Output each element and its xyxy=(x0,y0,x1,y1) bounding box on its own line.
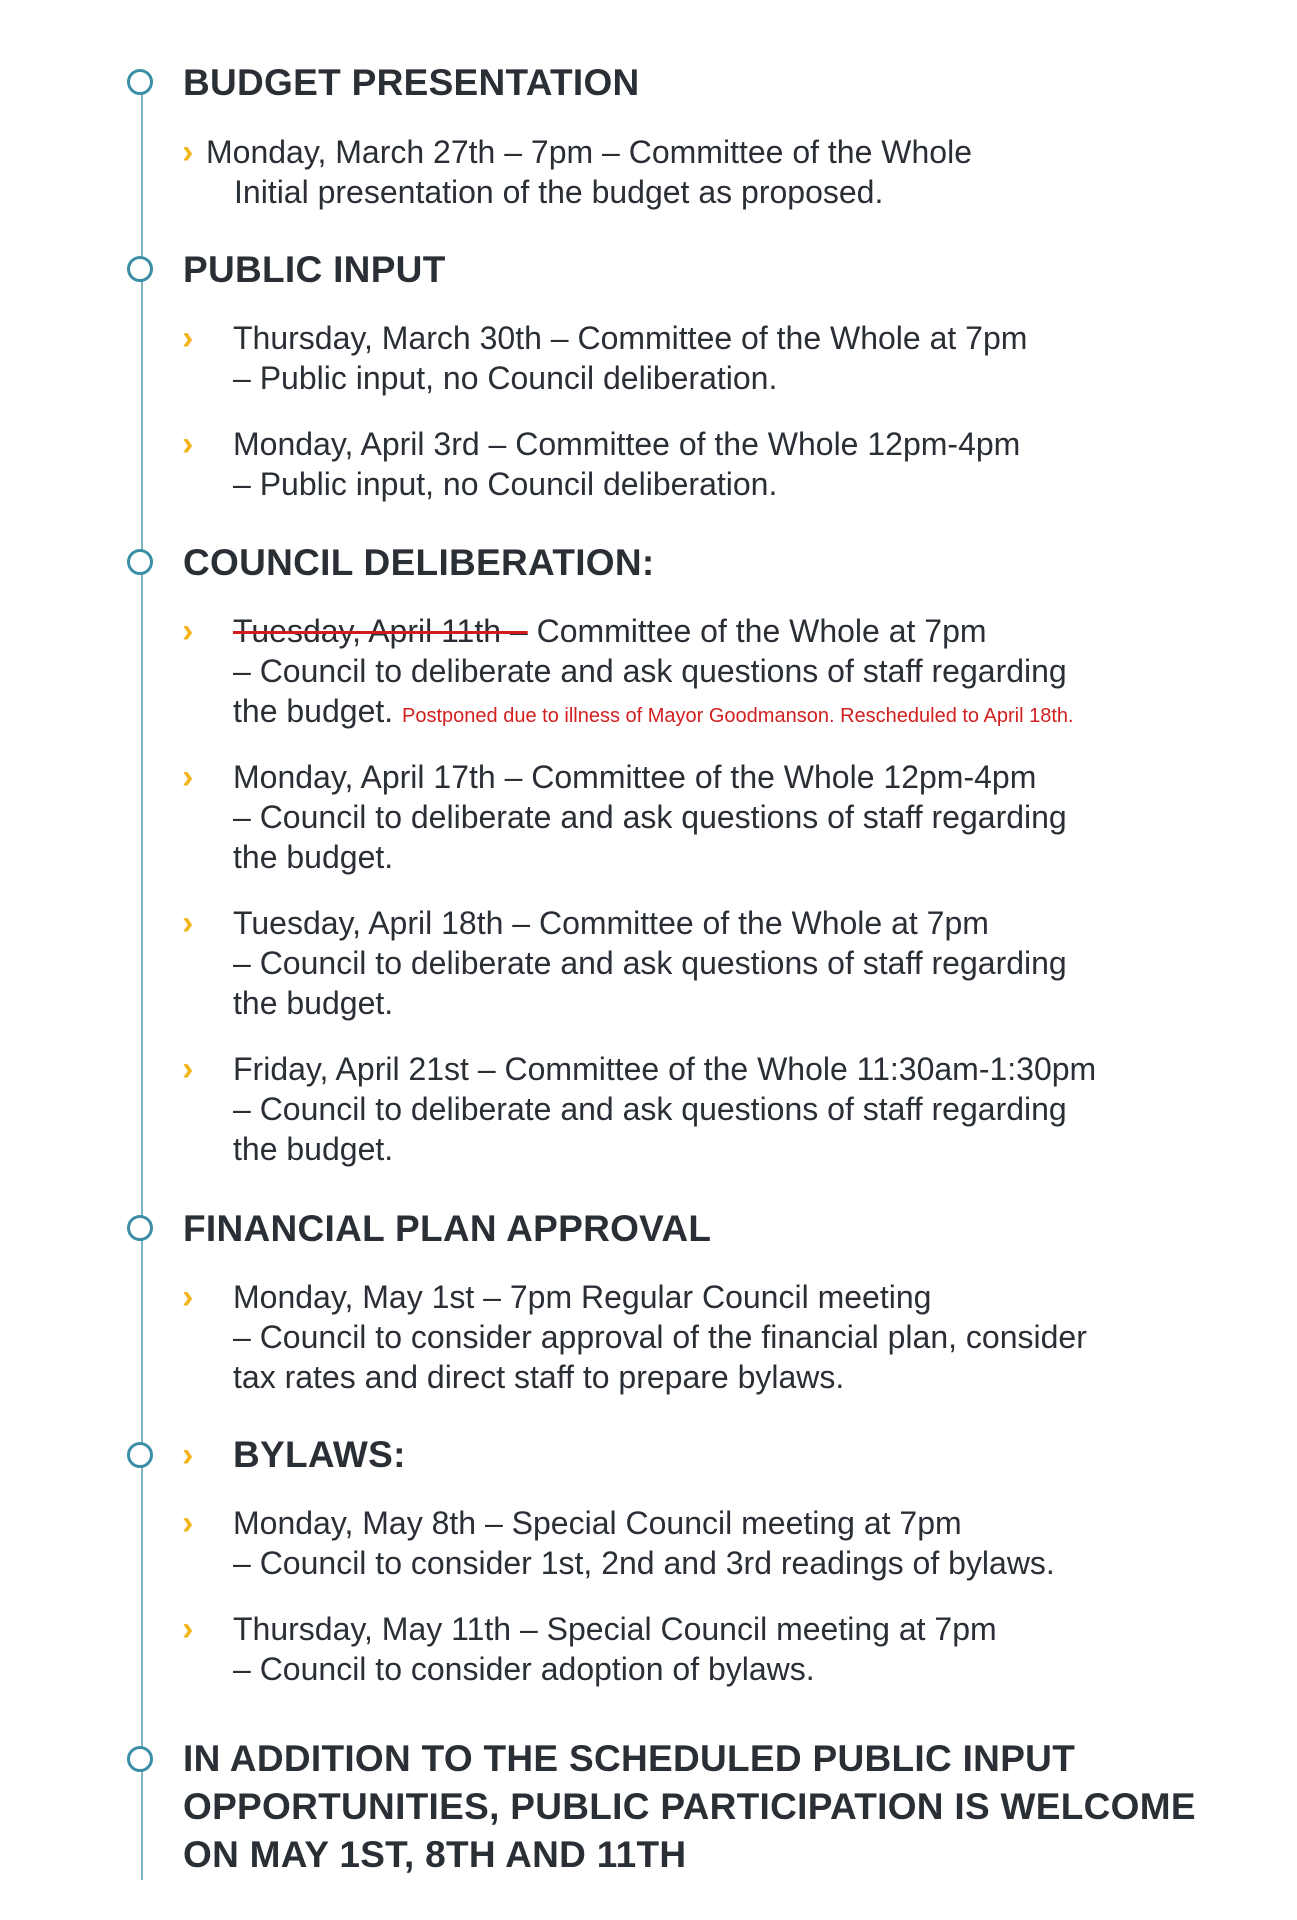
list-item xyxy=(233,757,1067,877)
entry-line: – Council to consider 1st, 2nd and 3rd readings of bylaws. xyxy=(233,1545,1055,1581)
list-item xyxy=(233,1049,1096,1169)
chevron-icon: › xyxy=(182,904,194,942)
chevron-icon: › xyxy=(182,758,194,796)
entry-line: – Council to consider adoption of bylaws. xyxy=(233,1651,815,1687)
timeline-line xyxy=(141,92,143,1880)
chevron-icon: › xyxy=(182,1050,194,1088)
entry-line: the budget. xyxy=(233,693,394,729)
section-heading-public-input: PUBLIC INPUT xyxy=(183,249,446,290)
entry-line: Friday, April 21st – Committee of the Whole 11:30am-1:30pm xyxy=(233,1051,1097,1087)
entry-line: the budget. xyxy=(233,1131,394,1167)
entry-line: Monday, April 17th – Committee of the Whole 12pm-4pm xyxy=(233,759,1037,795)
entry-line: Committee of the Whole at 7pm xyxy=(527,613,987,649)
entry-line: Monday, April 3rd – Committee of the Whole 12pm-4pm xyxy=(233,426,1021,462)
list-item xyxy=(233,318,1027,398)
entry-line: – Council to deliberate and ask questions of staff regarding xyxy=(233,1091,1067,1127)
entry-line: – Council to deliberate and ask questions of staff regarding xyxy=(233,653,1067,689)
entry-line: – Council to consider approval of the financial plan, consider xyxy=(233,1319,1087,1355)
entry-line: Monday, March 27th – 7pm – Committee of the Whole xyxy=(206,134,972,170)
entry-line: Thursday, May 11th – Special Council meeting at 7pm xyxy=(233,1611,997,1647)
timeline-node xyxy=(127,1746,153,1772)
timeline-node xyxy=(127,549,153,575)
chevron-icon: › xyxy=(182,319,194,357)
chevron-icon: › xyxy=(182,1278,194,1316)
entry-line: Monday, May 1st – 7pm Regular Council meeting xyxy=(233,1279,932,1315)
list-item xyxy=(233,1609,997,1689)
section-heading-budget: BUDGET PRESENTATION xyxy=(183,62,640,103)
entry-line: tax rates and direct staff to prepare bylaws. xyxy=(233,1359,845,1395)
entry-line: Monday, May 8th – Special Council meeting at 7pm xyxy=(233,1505,962,1541)
section-heading-bylaws: BYLAWS: xyxy=(233,1434,406,1475)
chevron-icon: › xyxy=(182,1504,194,1542)
section-heading-financial: FINANCIAL PLAN APPROVAL xyxy=(183,1208,712,1249)
closing-line: OPPORTUNITIES, PUBLIC PARTICIPATION IS WELCOME xyxy=(183,1786,1196,1827)
chevron-icon: › xyxy=(182,133,194,171)
timeline-node xyxy=(127,69,153,95)
entry-line: Thursday, March 30th – Committee of the Whole at 7pm xyxy=(233,320,1028,356)
struck-date: Tuesday, April 11th – xyxy=(233,613,528,649)
entry-line: – Public input, no Council deliberation. xyxy=(233,466,778,502)
chevron-icon: › xyxy=(182,1610,194,1648)
entry-line: – Public input, no Council deliberation. xyxy=(233,360,778,396)
entry-line: the budget. xyxy=(233,985,394,1021)
section-heading-council: COUNCIL DELIBERATION: xyxy=(183,542,655,583)
list-item-postponed xyxy=(233,611,1074,736)
entry-line: Tuesday, April 18th – Committee of the Whole at 7pm xyxy=(233,905,989,941)
closing-line: IN ADDITION TO THE SCHEDULED PUBLIC INPUT xyxy=(183,1738,1076,1779)
entry-line: the budget. xyxy=(233,839,394,875)
closing-heading xyxy=(183,1735,1243,1879)
list-item xyxy=(233,1277,1087,1397)
timeline-node xyxy=(127,1442,153,1468)
postponed-note: Postponed due to illness of Mayor Goodmanson. Rescheduled to April 18th. xyxy=(402,705,1074,727)
timeline-node xyxy=(127,1215,153,1241)
entry-line: – Council to deliberate and ask questions of staff regarding xyxy=(233,799,1067,835)
entry-line: Initial presentation of the budget as proposed. xyxy=(234,174,884,210)
chevron-icon: › xyxy=(182,1436,194,1474)
timeline-node xyxy=(127,256,153,282)
chevron-icon: › xyxy=(182,612,194,650)
entry-line: – Council to deliberate and ask questions of staff regarding xyxy=(233,945,1067,981)
list-item xyxy=(233,424,1020,504)
list-item xyxy=(206,132,972,212)
list-item xyxy=(233,903,1067,1023)
list-item xyxy=(233,1503,1055,1583)
chevron-icon: › xyxy=(182,425,194,463)
closing-line: ON MAY 1ST, 8TH AND 11TH xyxy=(183,1834,687,1875)
